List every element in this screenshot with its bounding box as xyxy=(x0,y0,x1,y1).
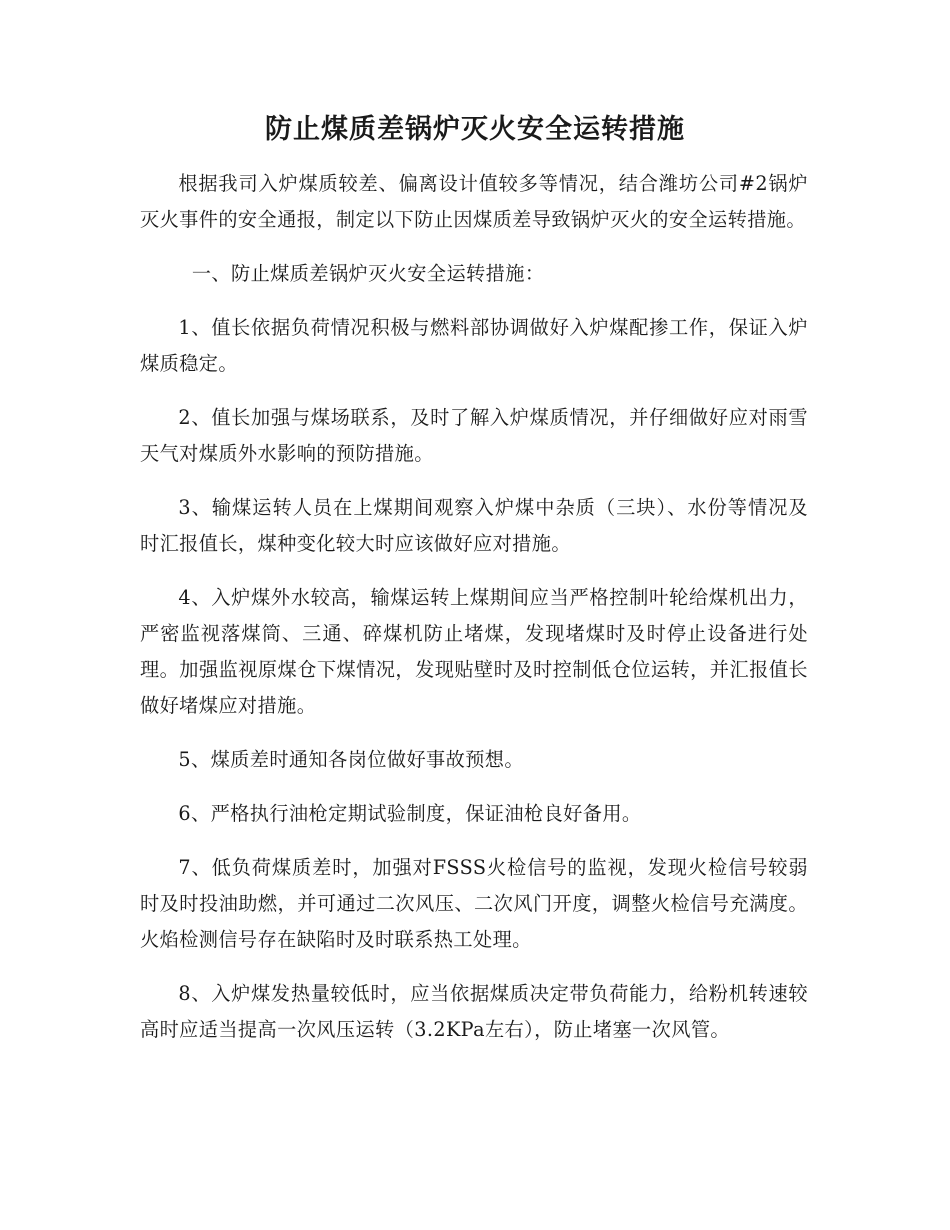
intro-paragraph: 根据我司入炉煤质较差、偏离设计值较多等情况，结合潍坊公司#2锅炉灭火事件的安全通报，制定以下防止因煤质差导致锅炉灭火的安全运转措施。 xyxy=(140,172,808,231)
measure-item-5: 5、煤质差时通知各岗位做好事故预想。 xyxy=(178,748,524,771)
measure-item-2: 2、值长加强与煤场联系，及时了解入炉煤质情况，并仔细做好应对雨雪天气对煤质外水影响的预防措施。 xyxy=(140,406,808,465)
measure-item-6: 6、严格执行油枪定期试验制度，保证油枪良好备用。 xyxy=(178,802,642,825)
section-heading: 一、防止煤质差锅炉灭火安全运转措施： xyxy=(191,262,545,285)
measure-item-7: 7、低负荷煤质差时，加强对FSSS火检信号的监视，发现火检信号较弱时及时投油助燃，并可通过二次风压、二次风门开度，调整火检信号充满度。火焰检测信号存在缺陷时及时联系热工处理。 xyxy=(140,856,808,951)
document-body xyxy=(140,166,808,1066)
measure-item-8: 8、入炉煤发热量较低时，应当依据煤质决定带负荷能力，给粉机转速较高时应适当提高一次风压运转（3.2KPa左右），防止堵塞一次风管。 xyxy=(140,982,808,1041)
document-title: 防止煤质差锅炉灭火安全运转措施 xyxy=(265,114,685,145)
measure-item-4: 4、入炉煤外水较高，输煤运转上煤期间应当严格控制叶轮给煤机出力，严密监视落煤筒、三通、碎煤机防止堵煤，发现堵煤时及时停止设备进行处理。加强监视原煤仓下煤情况，发现贴壁时及时控制低仓位运转，并汇报值长做好堵煤应对措施。 xyxy=(140,586,808,717)
measure-item-1: 1、值长依据负荷情况积极与燃料部协调做好入炉煤配掺工作，保证入炉煤质稳定。 xyxy=(140,316,808,375)
measure-item-3: 3、输煤运转人员在上煤期间观察入炉煤中杂质（三块）、水份等情况及时汇报值长，煤种变化较大时应该做好应对措施。 xyxy=(140,496,808,555)
